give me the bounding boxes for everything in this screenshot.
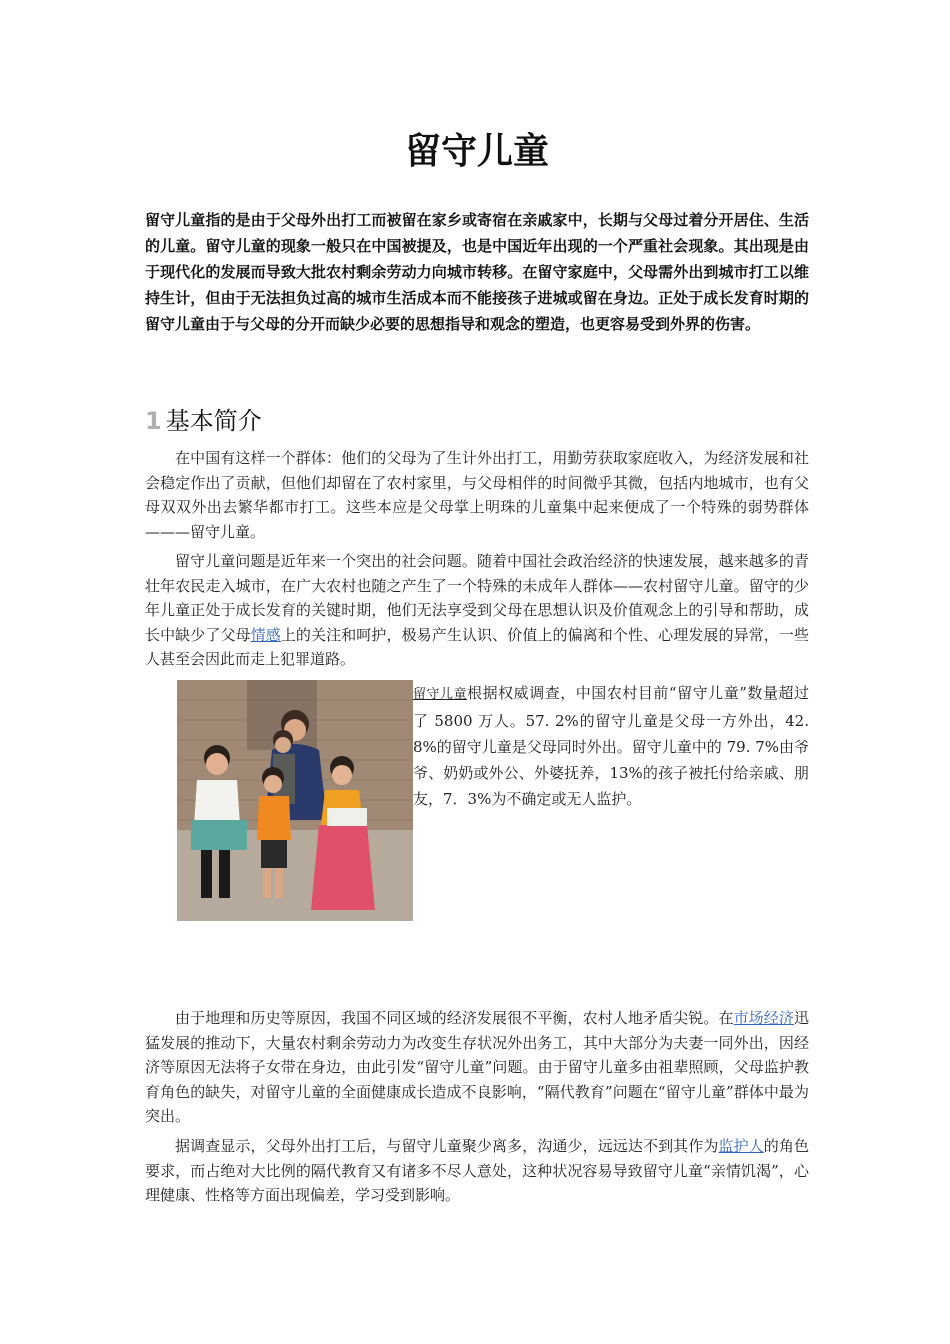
paragraph-problem-text-b: 上的关注和呵护，极易产生认识、价值上的偏离和个性、心理发展的异常，一些人甚至会因此而走上犯罪道路。 [145,625,809,668]
summary-paragraph: 留守儿童指的是由于父母外出打工而被留在家乡或寄宿在亲戚家中，长期与父母过着分开居住、生活的儿童。留守儿童的现象一般只在中国被提及，也是中国近年出现的一个严重社会现象。其出现是由于现代化的发展而导致大批农村剩余劳动力向城市转移。在留守家庭中，父母需外出到城市打工以维持生计，但由于无法担负过高的城市生活成本而不能接孩子进城或留在身边。正处于成长发育时期的留守儿童由于与父母的分开而缺少必要的思想指导和观念的塑造，也更容易受到外界的伤害。 [145,211,809,333]
children-photo [177,680,413,921]
paragraph-investigation-text-b: 的角色要求，而占绝对大比例的隔代教育又有诸多不尽人意处，这种状况容易导致留守儿童“亲情饥渴”，心理健康、性格等方面出现偏差，学习受到影响。 [145,1137,809,1204]
page-title: 留守儿童 [404,131,549,172]
figure-paragraph [145,680,809,900]
section-number: 1 [145,407,162,435]
section-title: 基本简介 [165,407,262,435]
link-qinggan[interactable]: 情感 [250,625,281,644]
link-market-economy[interactable]: 市场经济 [733,1009,794,1027]
paragraph-problem [145,549,809,672]
paragraph-region-text-a: 由于地理和历史等原因，我国不同区域的经济发展很不平衡，农村人地矛盾尖锐。在 [175,1009,734,1027]
paragraph-investigation-text-a: 据调查显示，父母外出打工后，与留守儿童聚少离多，沟通少，远远达不到其作为 [175,1137,719,1155]
paragraph-problem-text-a: 留守儿童问题是近年来一个突出的社会问题。随着中国社会政治经济的快速发展，越来越多的青壮年农民走入城市，在广大农村也随之产生了一个特殊的未成年人群体——农村留守儿童。留守的少年儿童正处于成长发育的关键时期，他们无法享受到父母在思想认识及价值观念上的引导和帮助，成长中缺少了父母 [145,552,809,644]
photo-caption-link[interactable]: 留守儿童 [413,687,468,702]
paragraph-region-text-b: 迅猛发展的推动下，大量农村剩余劳动力为改变生存状况外出务工，其中大部分为夫妻一同外出，因经济等原因无法将子女带在身边，由此引发“留守儿童”问题。由于留守儿童多由祖辈照顾，父母监护教育角色的缺失，对留守儿童的全面健康成长造成不良影响，“隔代教育”问题在“留守儿童”群体中最为突出。 [145,1009,809,1125]
section-heading [145,402,262,440]
paragraph-investigation [145,1134,809,1208]
paragraph-region [145,1006,809,1129]
paragraph-survey: 根据权威调查，中国农村目前“留守儿童”数量超过了 5800 万人。57. 2%的留守儿童是父母一方外出，42. 8%的留守儿童是父母同时外出。留守儿童中的 79. 7%由爷爷、奶奶或外公、外婆抚养，13%的孩子被托付给亲戚、朋友，7．3%为不确定或无人监护。 [413,684,809,808]
paragraph-intro: 在中国有这样一个群体：他们的父母为了生计外出打工，用勤劳获取家庭收入，为经济发展和社会稳定作出了贡献，但他们却留在了农村家里，与父母相伴的时间微乎其微，包括内地城市，也有父母双双外出去繁华都市打工。这些本应是父母掌上明珠的儿童集中起来便成了一个特殊的弱势群体———留守儿童。 [145,449,809,541]
children-photo-illustration [177,680,413,921]
figure-spacer [145,680,413,900]
link-guardian[interactable]: 监护人 [718,1137,764,1155]
